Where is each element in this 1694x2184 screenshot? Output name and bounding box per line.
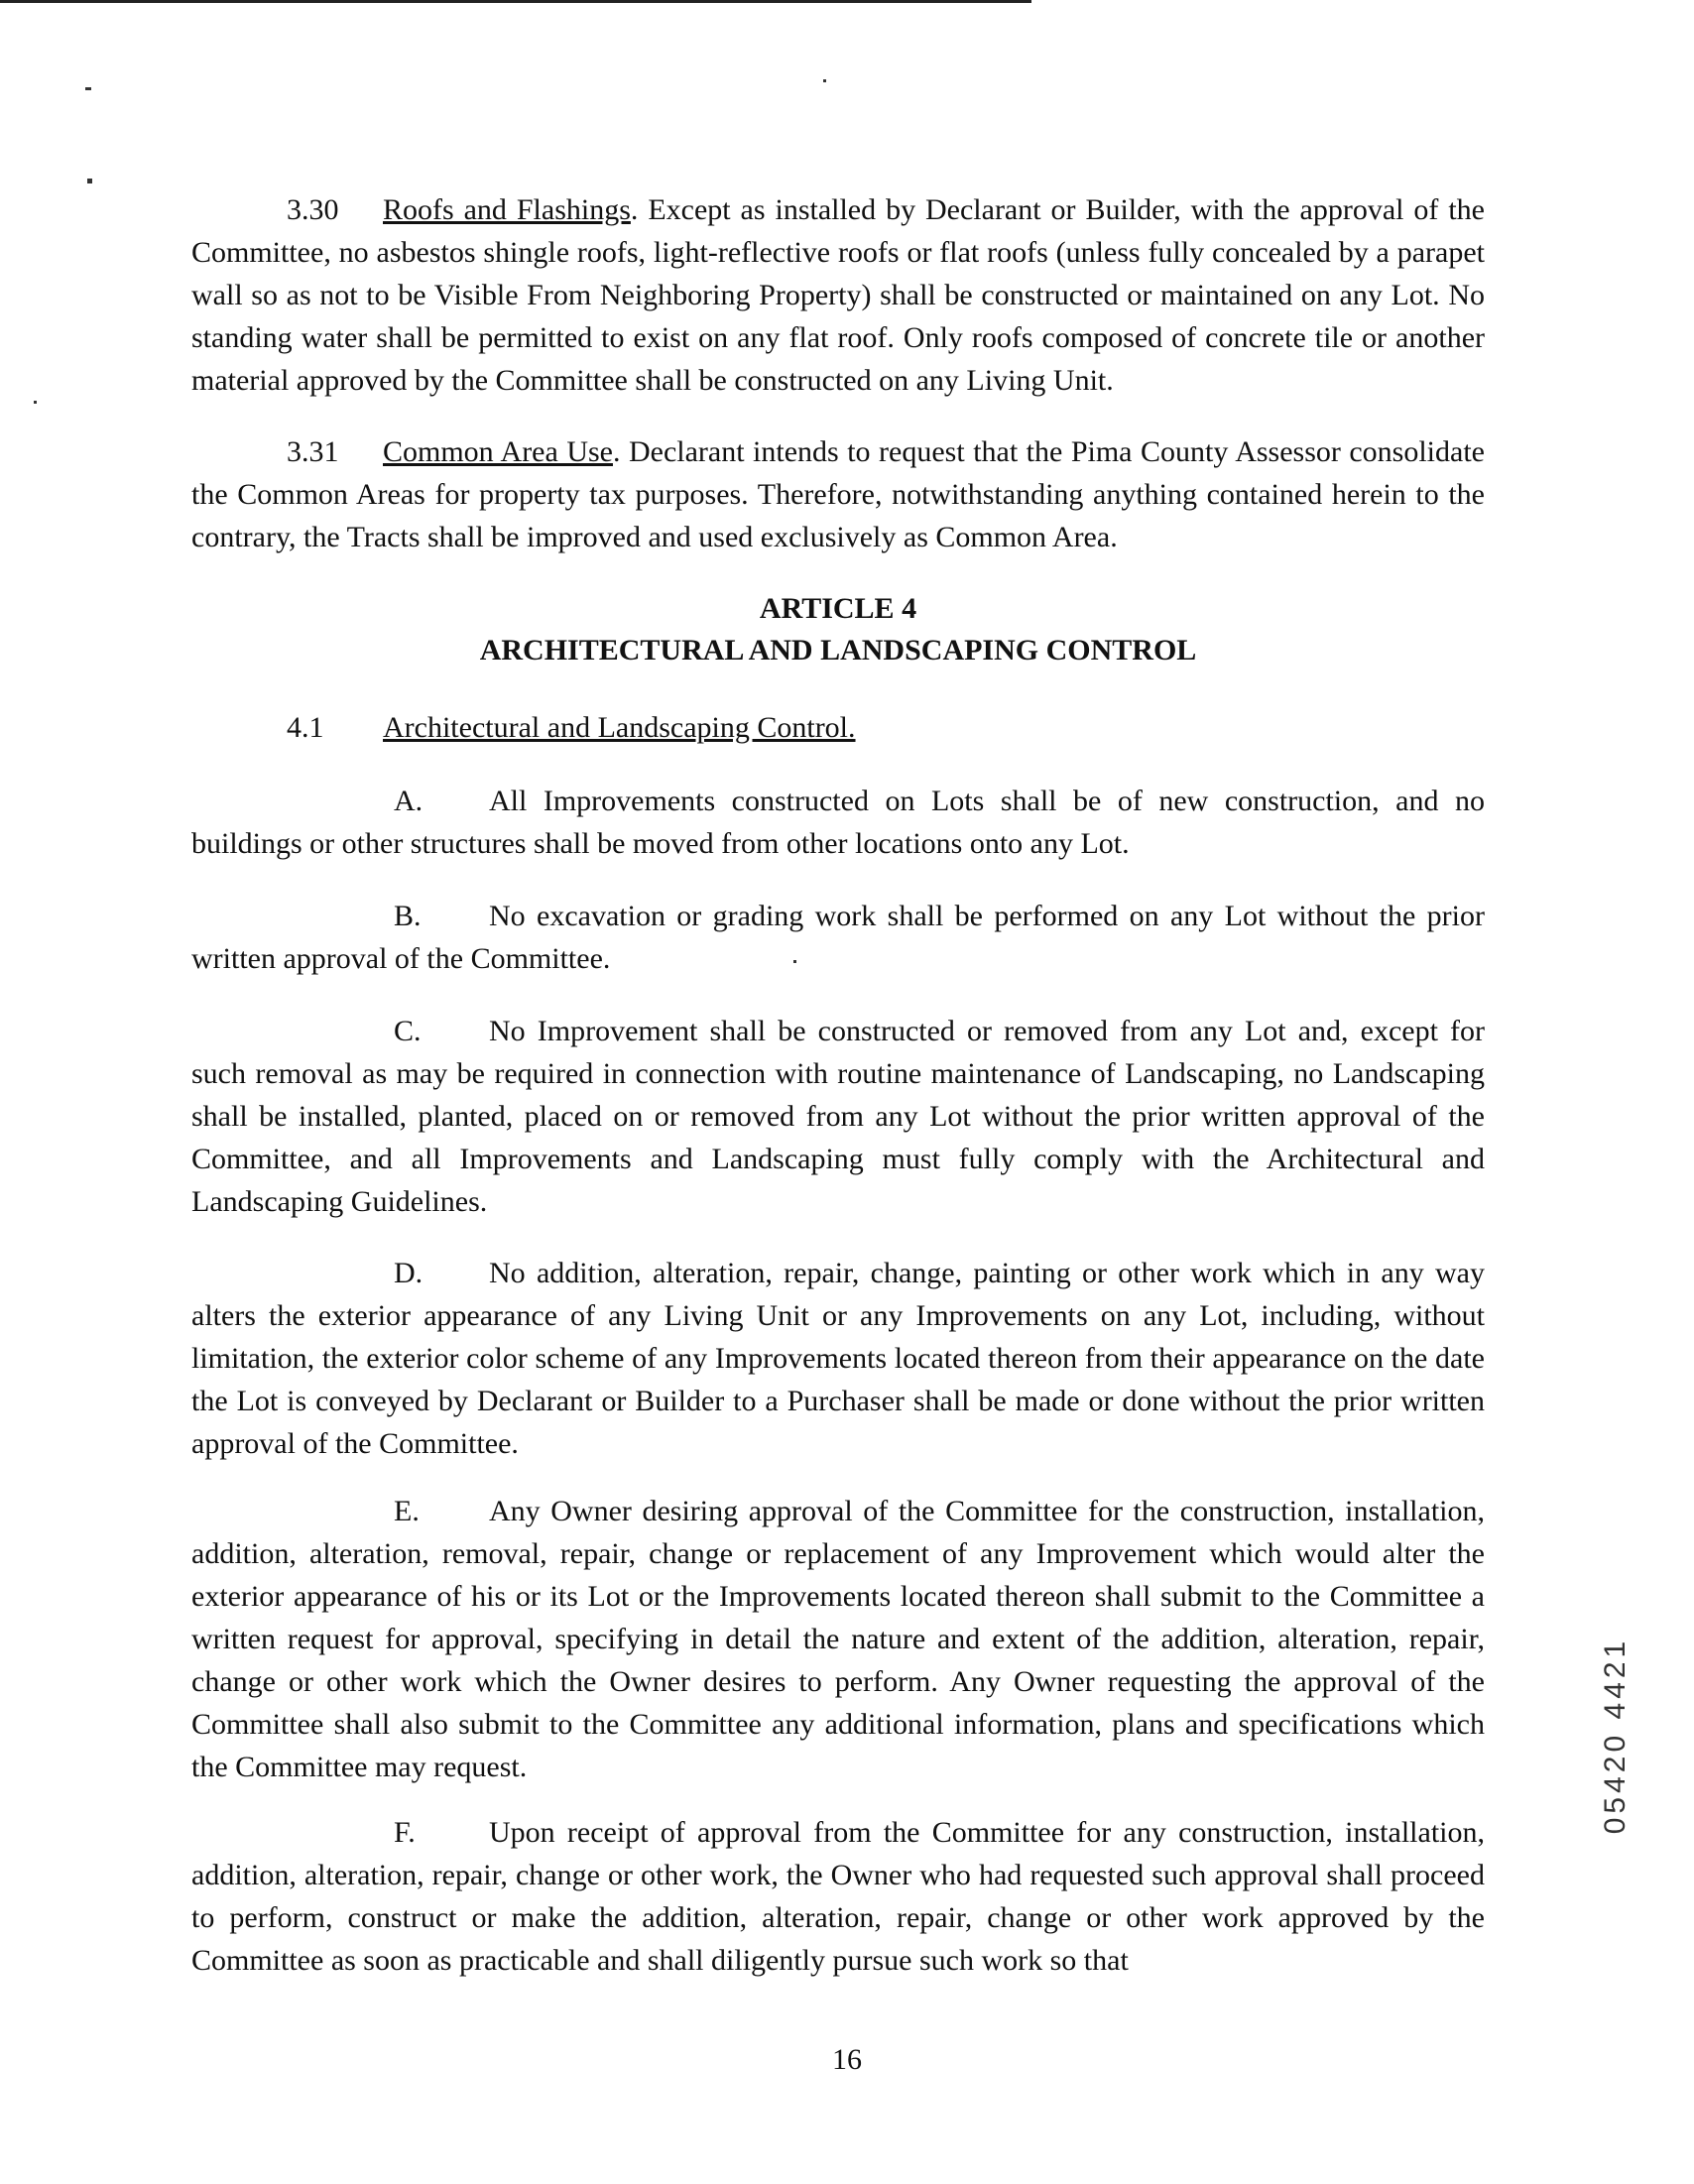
subsection-letter: C. — [394, 1015, 422, 1047]
scan-speck — [85, 87, 91, 90]
section-number: 3.30 — [287, 193, 339, 226]
recording-stamp-text: 05420 4421 — [1599, 1637, 1632, 1835]
subsection-letter: A. — [394, 785, 424, 817]
subsection-text: No excavation or grading work shall be performed on any Lot without the prior written approval of the Committee. — [191, 900, 1485, 975]
subsection-c — [191, 1010, 1485, 1223]
subsection-letter: D. — [394, 1257, 424, 1289]
subsection-e — [191, 1490, 1485, 1788]
subsection-text: Upon receipt of approval from the Committee for any construction, installation, addition, alteration, repair, change or other work, the Owner who had requested such approval shall proceed to perform, construct or make the addition, alteration, repair, change or other work approved by the Committee as soon as practicable and shall diligently pursue such work so that — [191, 1816, 1485, 1977]
scan-top-edge — [0, 0, 1031, 3]
page-number: 16 — [832, 2043, 862, 2076]
subsection-text: All Improvements constructed on Lots shall be of new construction, and no buildings or other structures shall be moved from other locations onto any Lot. — [191, 785, 1485, 860]
section-number: 3.31 — [287, 435, 339, 468]
scan-speck — [34, 401, 37, 404]
recording-stamp — [1599, 1597, 1638, 1875]
section-3-30 — [191, 188, 1485, 402]
article-title: ARCHITECTURAL AND LANDSCAPING CONTROL — [479, 634, 1197, 667]
subsection-d — [191, 1252, 1485, 1465]
scan-speck — [87, 179, 92, 183]
subsection-text: No addition, alteration, repair, change, painting or other work which in any way alters the exterior appearance of any Living Unit or any Improvements on any Lot, including, without limitation, the exterior color scheme of any Improvements located thereon from their appearance on the date the Lot is conveyed by Declarant or Builder to a Purchaser shall be made or done without the prior written approval of the Committee. — [191, 1257, 1485, 1460]
subsection-letter: E. — [394, 1495, 420, 1527]
section-title: Roofs and Flashings — [383, 193, 631, 226]
section-title: Architectural and Landscaping Control. — [383, 711, 856, 744]
subsection-letter: B. — [394, 900, 422, 932]
scan-speck — [823, 79, 826, 82]
subsection-b — [191, 895, 1485, 980]
subsection-text: Any Owner desiring approval of the Committee for the construction, installation, addition, alteration, removal, repair, change or replacement of any Improvement which would alter the exterior appearance of his or its Lot or the Improvements located thereon shall submit to the Committee a written request for approval, specifying in detail the nature and extent of the addition, alteration, repair, change or other work which the Owner desires to perform. Any Owner requesting the approval of the Committee shall also submit to the Committee any additional information, plans and specifications which the Committee may request. — [191, 1495, 1485, 1783]
subsection-f — [191, 1811, 1485, 1982]
subsection-letter: F. — [394, 1816, 416, 1849]
section-text: . Except as installed by Declarant or Builder, with the approval of the Committee, no asbestos shingle roofs, light-reflective roofs or flat roofs (unless fully concealed by a parapet wall so as not to be Visible From Neighboring Property) shall be constructed or maintained on any Lot. No standing water shall be permitted to exist on any flat roof. Only roofs composed of concrete tile or another material approved by the Committee shall be constructed on any Living Unit. — [191, 193, 1485, 397]
section-title: Common Area Use — [383, 435, 613, 468]
section-4-1 — [191, 706, 1485, 749]
section-3-31 — [191, 430, 1485, 558]
subsection-text: No Improvement shall be constructed or removed from any Lot and, except for such removal as may be required in connection with routine maintenance of Landscaping, no Landscaping shall be installed, planted, placed on or removed from any Lot without the prior written approval of the Committee, and all Improvements and Landscaping must fully comply with the Architectural and Landscaping Guidelines. — [191, 1015, 1485, 1218]
article-heading: ARTICLE 4 — [759, 592, 917, 625]
section-text: . Declarant intends to request that the Pima County Assessor consolidate the Common Areas for property tax purposes. Therefore, notwithstanding anything contained herein to the contrary, the Tracts shall be improved and used exclusively as Common Area. — [191, 435, 1485, 553]
subsection-a — [191, 780, 1485, 865]
section-number: 4.1 — [287, 711, 324, 744]
